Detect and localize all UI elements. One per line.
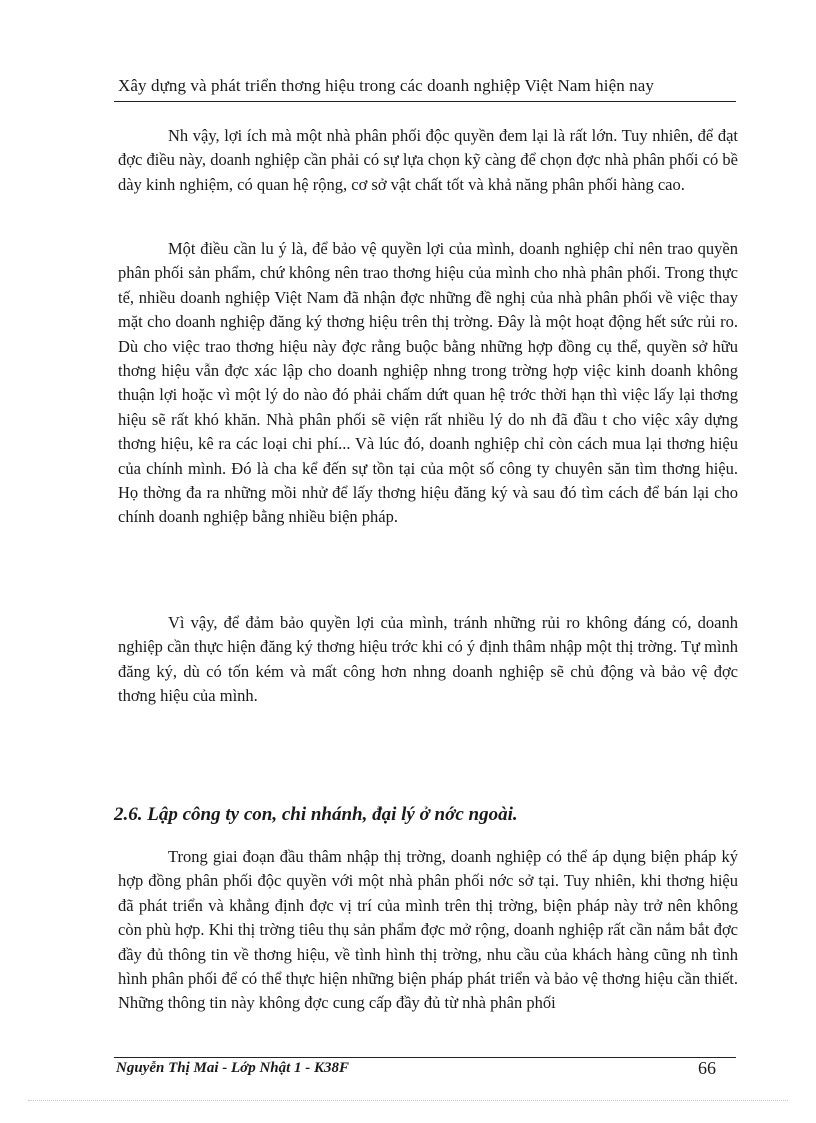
paragraph-block	[118, 237, 738, 530]
section-heading: 2.6. Lập công ty con, chi nhánh, đại lý ở nớc ngoài.	[114, 804, 518, 825]
paragraph-block	[118, 611, 738, 709]
page-number: 66	[698, 1058, 716, 1078]
paragraph-3: Vì vậy, để đảm bảo quyền lợi của mình, tránh những rủi ro không đáng có, doanh nghiệp cần thực hiện đăng ký thơng hiệu trớc khi có ý định thâm nhập một thị trờng. Tự mình đăng ký, dù có tốn kém và mất công hơn nhng doanh nghiệp sẽ chủ động và bảo vệ đợc thơng hiệu của mình.	[118, 613, 738, 706]
section-paragraph: Trong giai đoạn đầu thâm nhập thị trờng, doanh nghiệp có thể áp dụng biện pháp ký hợp đồng phân phối độc quyền với một nhà phân phối nớc sở tại. Tuy nhiên, khi thơng hiệu đã phát triển và khẳng định đợc vị trí của mình trên thị trờng, biện pháp này trở nên không còn phù hợp. Khi thị trờng tiêu thụ sản phẩm đợc mở rộng, doanh nghiệp rất cần nắm bắt đợc đầy đủ thông tin về thơng hiệu, về tình hình thị trờng, nhu cầu của khách hàng cũng nh tình hình phân phối để có thể thực hiện những biện pháp phát triển và bảo vệ thơng hiệu cần thiết. Những thông tin này không đợc cung cấp đầy đủ từ nhà phân phối	[118, 847, 738, 1013]
footer-divider	[114, 1057, 736, 1058]
page-header-title: Xây dựng và phát triển thơng hiệu trong các doanh nghiệp Việt Nam hiện nay	[118, 76, 655, 95]
paragraph-2: Một điều cần lu ý là, để bảo vệ quyền lợi của mình, doanh nghiệp chỉ nên trao quyền phân phối sản phẩm, chứ không nên trao thơng hiệu của mình cho nhà phân phối. Trong thực tế, nhiều doanh nghiệp Việt Nam đã nhận đợc những đề nghị của nhà phân phối về việc thay mặt cho doanh nghiệp đăng ký thơng hiệu trên thị trờng. Đây là một hoạt động hết sức rủi ro. Dù cho việc trao thơng hiệu này đợc rằng buộc bằng những hợp đồng cụ thể, quyền sở hữu thơng hiệu vẫn đợc xác lập cho doanh nghiệp nhng trong trờng hợp việc kinh doanh không thuận lợi hoặc vì một lý do nào đó phải chấm dứt quan hệ trớc thời hạn thì việc lấy lại thơng hiệu sẽ rất khó khăn. Nhà phân phối sẽ viện rất nhiều lý do nh đã đầu t cho việc xây dựng thơng hiệu, kê ra các loại chi phí... Và lúc đó, doanh nghiệp chỉ còn cách mua lại thơng hiệu của chính mình. Đó là cha kể đến sự tồn tại của một số công ty chuyên săn tìm thơng hiệu. Họ thờng đa ra những mồi nhử để lấy thơng hiệu đăng ký và sau đó tìm cách để bán lại cho chính doanh nghiệp bằng nhiều biện pháp.	[118, 239, 738, 527]
paragraph-1: Nh vậy, lợi ích mà một nhà phân phối độc quyền đem lại là rất lớn. Tuy nhiên, để đạt đợc điều này, doanh nghiệp cần phải có sự lựa chọn kỹ càng để chọn đợc nhà phân phối có bề dày kinh nghiệm, có quan hệ rộng, cơ sở vật chất tốt và khả năng phân phối hàng cao.	[118, 126, 738, 194]
footer-author: Nguyễn Thị Mai - Lớp Nhật 1 - K38F	[116, 1060, 350, 1076]
page-bottom-dotted-line	[28, 1100, 788, 1101]
paragraph-block	[118, 845, 738, 1016]
paragraph-block	[118, 124, 738, 197]
header-divider	[114, 101, 736, 102]
